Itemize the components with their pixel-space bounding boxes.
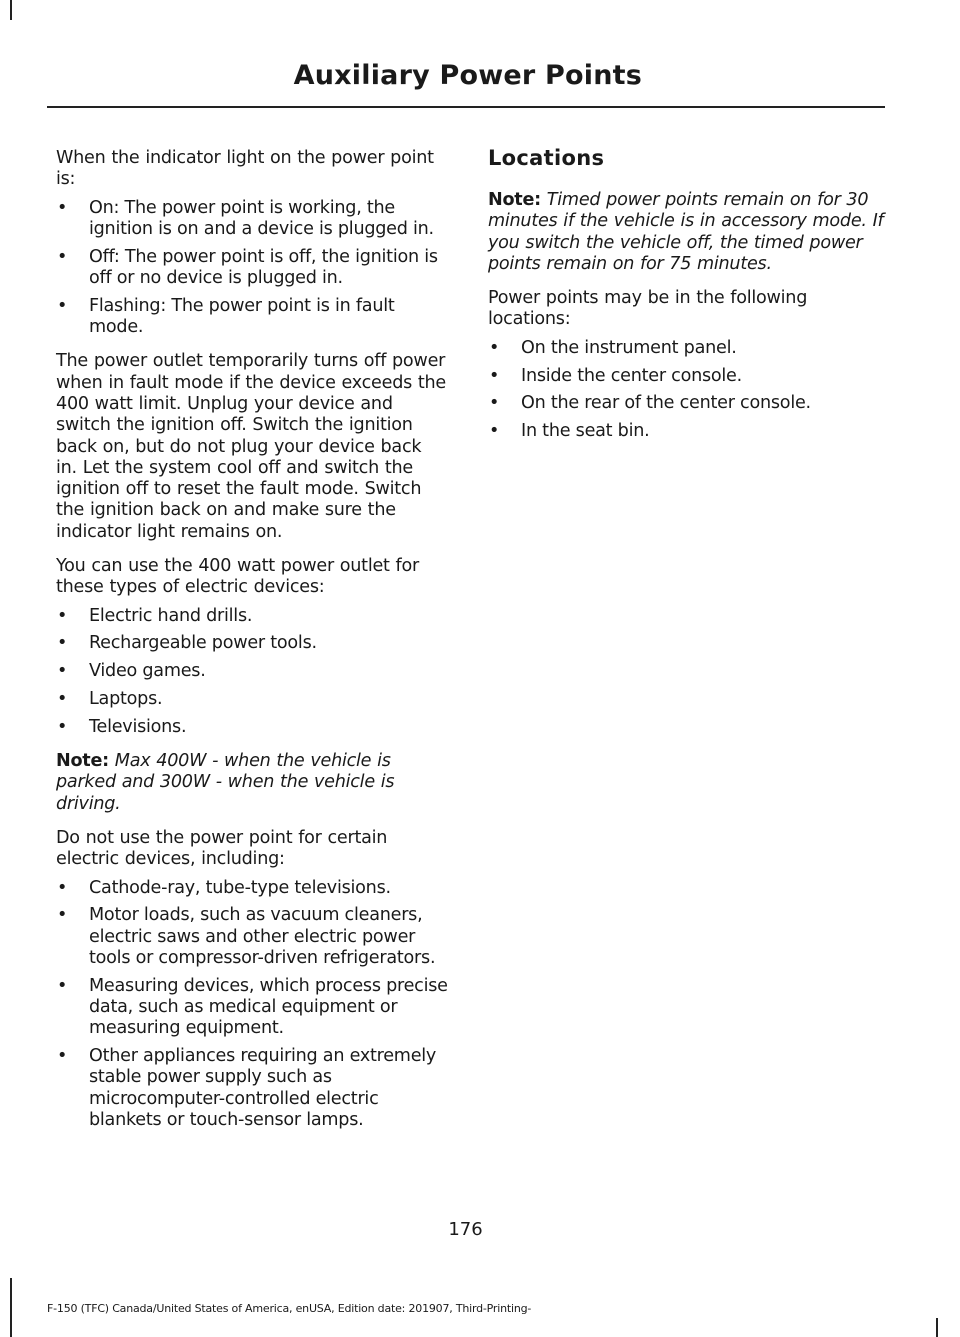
title-divider	[47, 106, 885, 108]
list-item-text: Laptops.	[89, 689, 163, 710]
bullet: •	[57, 716, 68, 737]
do-not-use-intro: Do not use the power point for certain electric devices, including:	[56, 828, 388, 870]
list-item	[488, 421, 884, 442]
list-item	[56, 606, 448, 627]
list-item	[56, 633, 448, 654]
bullet: •	[57, 877, 68, 898]
locations-list	[488, 338, 884, 443]
fault-mode-paragraph: The power outlet temporarily turns off power when in fault mode if the device exceeds the 400 watt limit. Unplug your device and switch the ignition off. Switch the ignition back on, but do not plug your device back in. Let the system cool off and switch the ignition off to reset the fault mode. Switch the ignition back on and make sure the indicator light remains on.	[56, 351, 446, 542]
note-label: Note:	[488, 190, 541, 210]
list-item	[56, 198, 448, 241]
list-item	[56, 717, 448, 738]
list-item-text: On the instrument panel.	[521, 337, 737, 358]
list-item	[56, 878, 448, 899]
list-item	[56, 296, 448, 339]
use-intro: You can use the 400 watt power outlet for these types of electric devices:	[56, 556, 419, 598]
list-item-text: On the rear of the center console.	[521, 393, 811, 414]
list-item	[56, 905, 448, 969]
list-item	[56, 1046, 448, 1131]
crop-mark	[10, 0, 12, 20]
list-item	[56, 689, 448, 710]
list-item-text: Flashing: The power point is in fault mode.	[89, 295, 395, 338]
left-column	[56, 148, 448, 1144]
bullet: •	[57, 295, 68, 316]
list-item-text: Motor loads, such as vacuum cleaners, electric saws and other electric power tools or compressor-driven refrigerators.	[89, 905, 436, 968]
bullet: •	[57, 689, 68, 710]
crop-mark	[10, 1278, 12, 1337]
indicator-list	[56, 198, 448, 339]
do-not-use-list	[56, 878, 448, 1132]
page-number: 176	[448, 1219, 483, 1240]
bullet: •	[489, 365, 500, 386]
list-item	[488, 393, 884, 414]
list-item-text: Electric hand drills.	[89, 605, 253, 626]
list-item-text: In the seat bin.	[521, 421, 650, 442]
list-item-text: Inside the center console.	[521, 365, 742, 386]
indicator-intro: When the indicator light on the power point is:	[56, 148, 434, 190]
list-item-text: Other appliances requiring an extremely stable power supply such as microcomputer-controlled electric blankets or touch-sensor lamps.	[89, 1046, 437, 1131]
bullet: •	[57, 905, 68, 926]
note-text: Max 400W - when the vehicle is parked and 300W - when the vehicle is driving.	[56, 751, 395, 814]
list-item-text: Off: The power point is off, the ignition is off or no device is plugged in.	[89, 246, 438, 288]
list-item-text: On: The power point is working, the ignition is on and a device is plugged in.	[89, 197, 434, 239]
bullet: •	[489, 393, 500, 414]
bullet: •	[57, 1046, 68, 1067]
list-item-text: Cathode-ray, tube-type televisions.	[89, 877, 391, 898]
bullet: •	[57, 975, 68, 996]
list-item	[56, 976, 448, 1040]
wattage-note	[56, 751, 448, 815]
bullet: •	[57, 661, 68, 682]
bullet: •	[489, 421, 500, 442]
right-column	[488, 146, 884, 455]
device-list	[56, 606, 448, 738]
crop-mark	[936, 1318, 938, 1337]
timed-power-note	[488, 190, 884, 275]
footer-edition: F-150 (TFC) Canada/United States of America, enUSA, Edition date: 201907, Third-Printing-	[47, 1302, 532, 1315]
list-item-text: Rechargeable power tools.	[89, 633, 317, 654]
bullet: •	[57, 633, 68, 654]
section-heading: Locations	[488, 146, 605, 170]
locations-intro: Power points may be in the following locations:	[488, 288, 808, 330]
bullet: •	[57, 605, 68, 626]
list-item	[488, 338, 884, 359]
list-item-text: Video games.	[89, 661, 206, 682]
list-item	[488, 366, 884, 387]
bullet: •	[57, 246, 68, 267]
note-text: Timed power points remain on for 30 minutes if the vehicle is in accessory mode. If you switch the vehicle off, the timed power points remain on for 75 minutes.	[488, 190, 884, 274]
note-label: Note:	[56, 751, 109, 772]
list-item-text: Televisions.	[89, 716, 187, 737]
list-item	[56, 661, 448, 682]
page-title: Auxiliary Power Points	[293, 60, 642, 91]
list-item	[56, 247, 448, 290]
bullet: •	[57, 197, 68, 218]
bullet: •	[489, 337, 500, 358]
list-item-text: Measuring devices, which process precise data, such as medical equipment or measuring equipment.	[89, 975, 448, 1039]
